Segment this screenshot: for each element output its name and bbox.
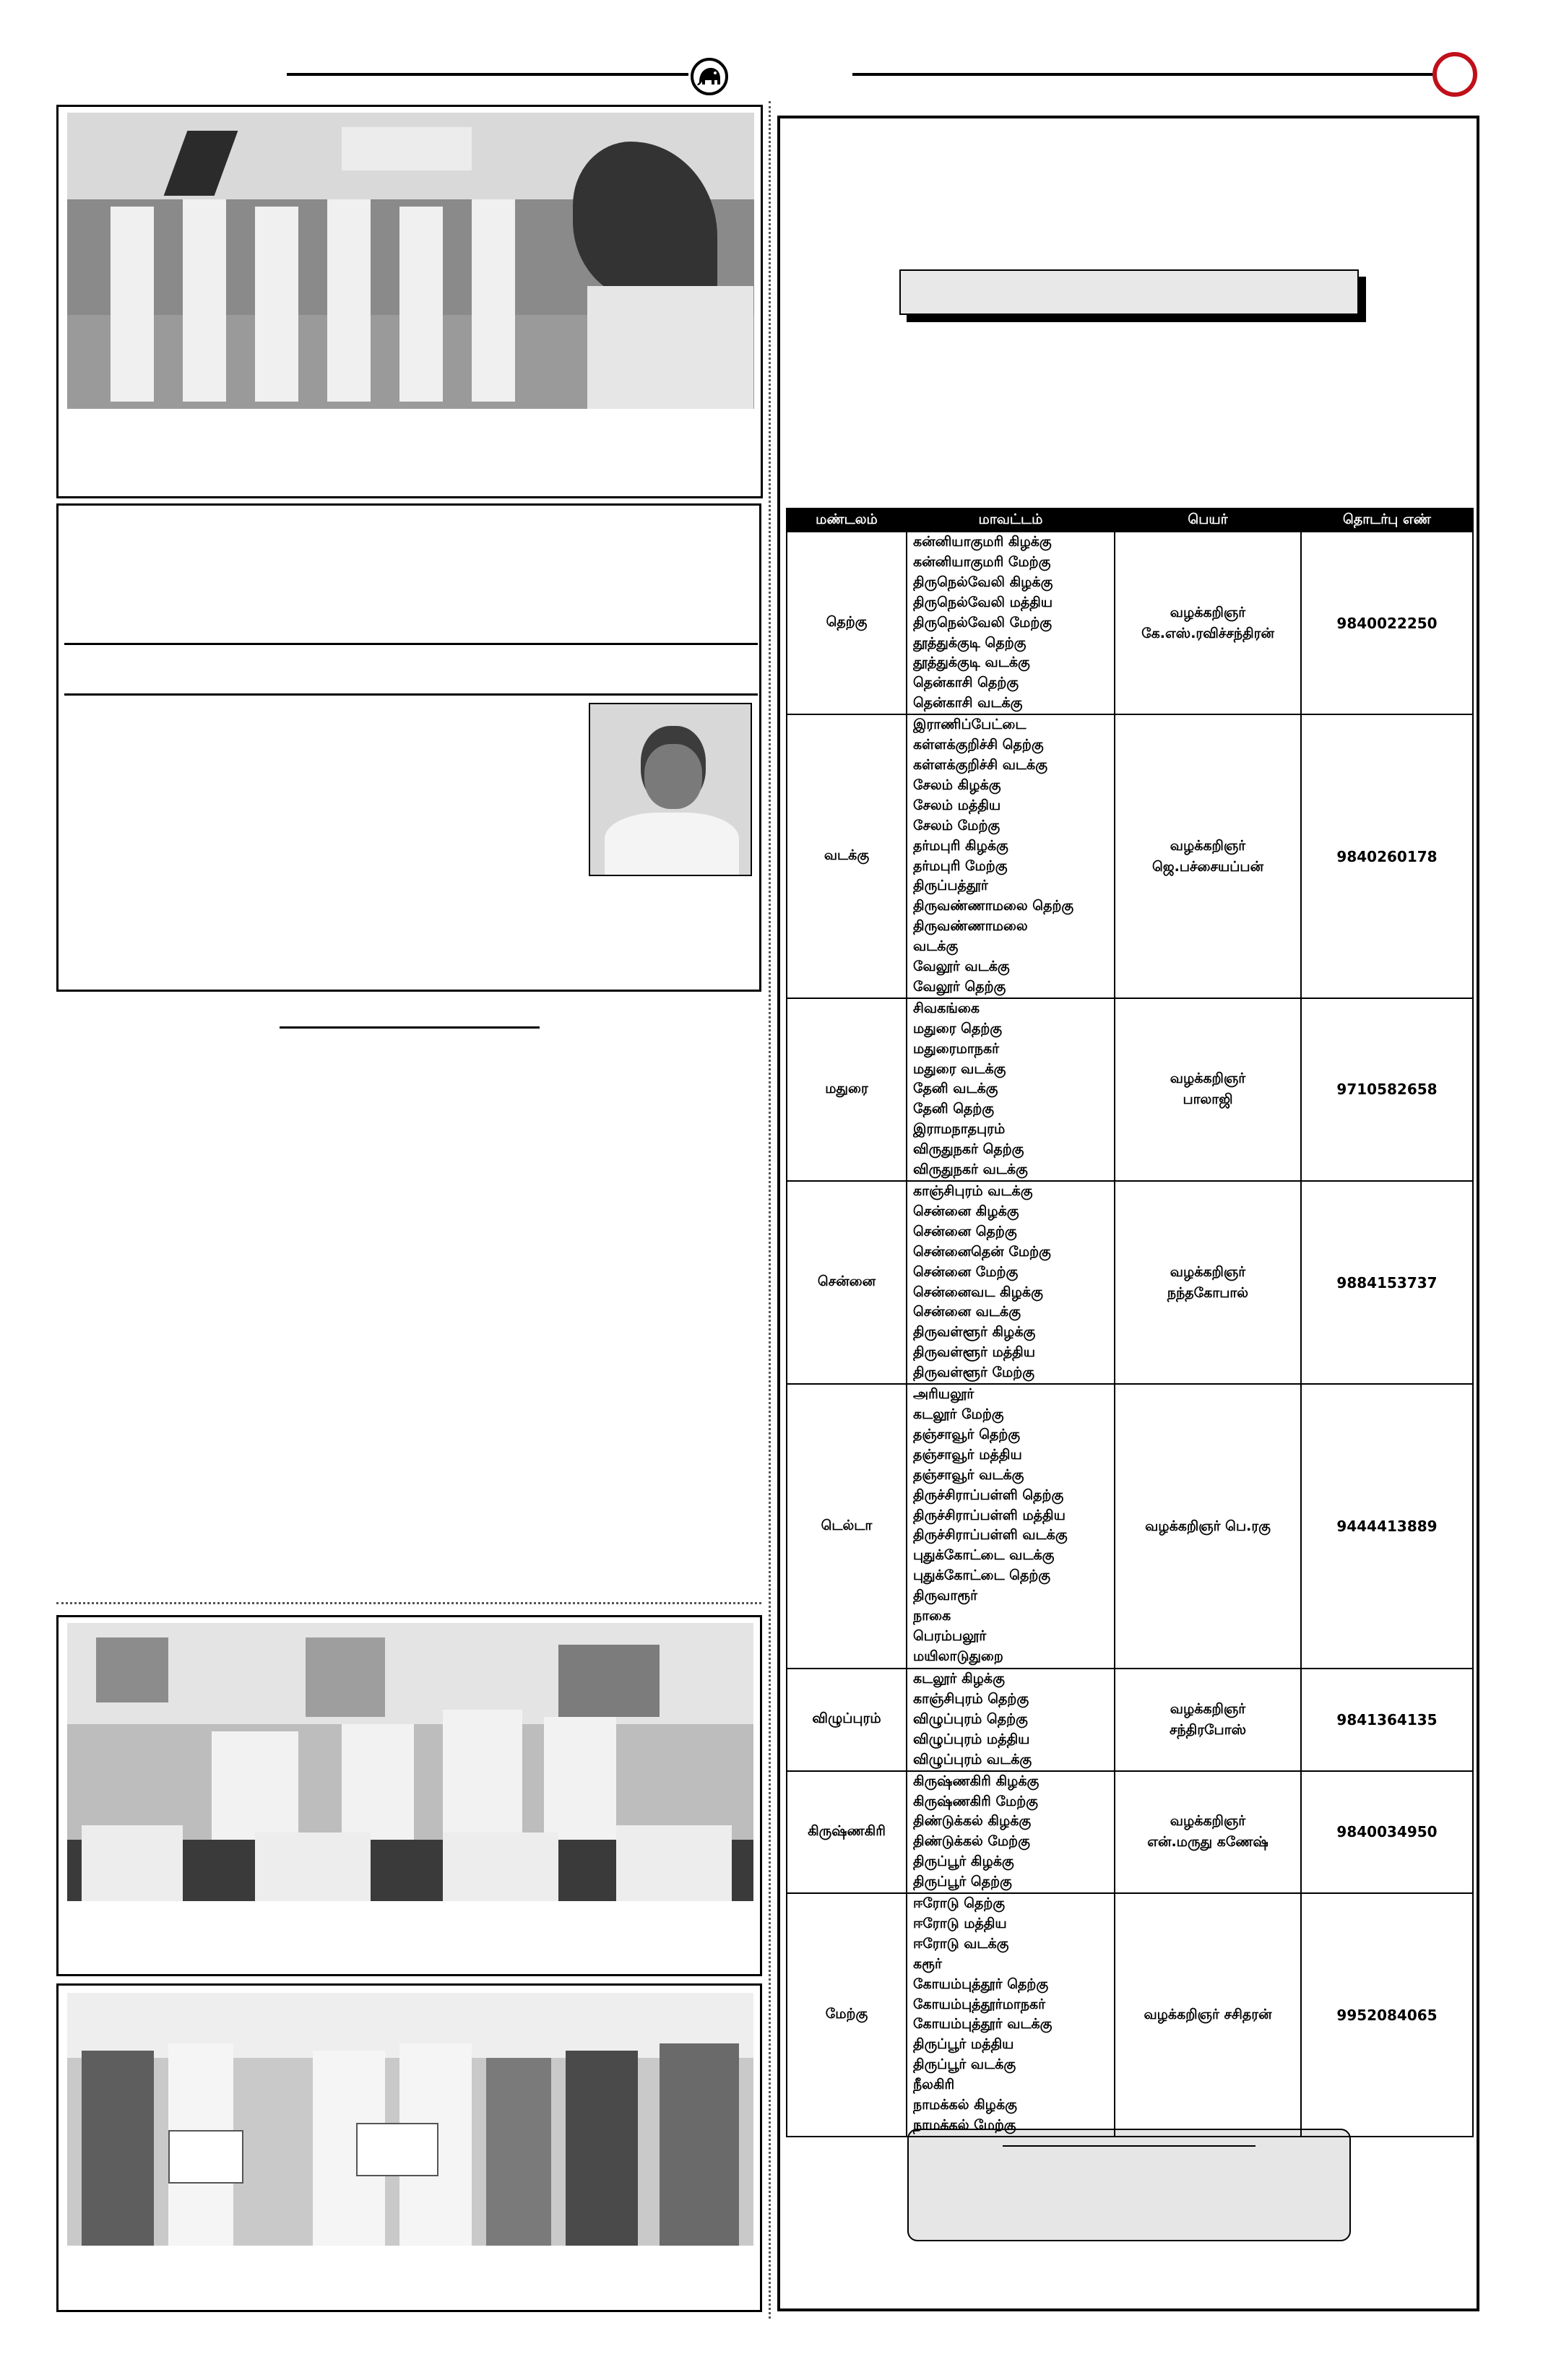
note-box-rule xyxy=(1003,2145,1255,2147)
district-item: திண்டுக்கல் மேற்கு xyxy=(913,1833,1030,1850)
photo-box-4 xyxy=(56,1983,762,2312)
caption-underline xyxy=(280,1026,540,1029)
profile-divider-1 xyxy=(64,643,758,645)
column-separator xyxy=(769,101,771,2319)
district-item: சென்னை மேற்கு xyxy=(913,1263,1019,1280)
photo-box-3 xyxy=(56,1615,762,1976)
district-item: சேலம் மேற்கு xyxy=(913,817,1000,834)
advocate-name: நந்தகோபால் xyxy=(1167,1284,1249,1301)
district-item: திருப்பத்தூர் xyxy=(913,878,988,894)
photo-distribution xyxy=(67,1993,753,2246)
district-item: இராமநாதபுரம் xyxy=(913,1121,1006,1138)
district-item: மதுரை வடக்கு xyxy=(913,1060,1006,1077)
zone-cell: விழுப்புரம் xyxy=(787,1669,907,1771)
district-item: திருநெல்வேலி மத்திய xyxy=(913,594,1053,610)
district-item: தர்மபுரி மேற்கு xyxy=(913,857,1008,874)
table-row xyxy=(787,1384,1473,1669)
district-item: சென்னைதென் மேற்கு xyxy=(913,1243,1051,1260)
header-district: மாவட்டம் xyxy=(907,509,1115,532)
district-item: திருப்பூர் கிழக்கு xyxy=(913,1853,1014,1870)
advocate-name: வழக்கறிஞர் சசிதரன் xyxy=(1144,2007,1272,2023)
district-item: திருவள்ளூர் மேற்கு xyxy=(913,1364,1034,1381)
district-item: தஞ்சாவூர் மத்திய xyxy=(913,1446,1022,1463)
advocate-cell xyxy=(1115,532,1301,714)
header-rule-left xyxy=(287,73,688,76)
district-cell xyxy=(907,1771,1115,1893)
district-item: கிருஷ்ணகிரி மேற்கு xyxy=(913,1793,1038,1809)
district-item: நாகை xyxy=(913,1608,951,1624)
district-item: தேனி தெற்கு xyxy=(913,1101,995,1117)
advocate-name: என்.மருது கணேஷ் xyxy=(1147,1834,1268,1851)
zone-cell: மதுரை xyxy=(787,998,907,1181)
zone-cell: வடக்கு xyxy=(787,714,907,998)
district-item: சென்னை வடக்கு xyxy=(913,1304,1021,1320)
district-item: புதுக்கோட்டை வடக்கு xyxy=(913,1547,1055,1564)
zone-cell: சென்னை xyxy=(787,1181,907,1384)
district-item: திருப்பூர் மத்திய xyxy=(913,2036,1014,2053)
panel-heading-box xyxy=(899,269,1359,315)
district-item: ஈரோடு தெற்கு xyxy=(913,1895,1006,1912)
district-item: வேலூர் வடக்கு xyxy=(913,959,1010,975)
elephant-icon xyxy=(691,58,728,95)
table-header-row xyxy=(787,509,1473,532)
header-zone: மண்டலம் xyxy=(787,509,907,532)
district-item: திண்டுக்கல் கிழக்கு xyxy=(913,1813,1032,1830)
district-item: ஈரோடு மத்திய xyxy=(913,1915,1007,1931)
zone-cell: கிருஷ்ணகிரி xyxy=(787,1771,907,1893)
district-item: தஞ்சாவூர் வடக்கு xyxy=(913,1466,1024,1483)
district-item: திருச்சிராப்பள்ளி தெற்கு xyxy=(913,1487,1064,1503)
profile-divider-2 xyxy=(64,693,758,696)
zone-cell: மேற்கு xyxy=(787,1893,907,2137)
district-item: கோயம்புத்தூர் தெற்கு xyxy=(913,1976,1049,1992)
district-item: தஞ்சாவூர் தெற்கு xyxy=(913,1426,1021,1442)
district-item: தென்காசி வடக்கு xyxy=(913,695,1023,711)
district-item: மதுரை தெற்கு xyxy=(913,1020,1003,1037)
district-item: கடலூர் மேற்கு xyxy=(913,1406,1004,1422)
district-item: காஞ்சிபுரம் வடக்கு xyxy=(913,1183,1033,1199)
district-item: திருப்பூர் வடக்கு xyxy=(913,2056,1016,2073)
table-row xyxy=(787,532,1473,714)
district-item: காஞ்சிபுரம் தெற்கு xyxy=(913,1690,1029,1707)
note-box xyxy=(907,2129,1351,2241)
phone-cell[interactable]: 9952084065 xyxy=(1301,1893,1473,2137)
district-cell xyxy=(907,998,1115,1181)
advocate-cell xyxy=(1115,1893,1301,2137)
advocate-cell xyxy=(1115,1181,1301,1384)
district-item: கடலூர் கிழக்கு xyxy=(913,1671,1005,1687)
district-item: கோயம்புத்தூர்மாநகர் xyxy=(913,1996,1046,2012)
district-item: கன்னியாகுமரி கிழக்கு xyxy=(913,534,1052,550)
zone-cell: தெற்கு xyxy=(787,532,907,714)
phone-cell[interactable]: 9840260178 xyxy=(1301,714,1473,998)
district-item: கரூர் xyxy=(913,1955,942,1972)
phone-cell[interactable]: 9840022250 xyxy=(1301,532,1473,714)
advocate-name: ஜெ.பச்சையப்பன் xyxy=(1151,858,1263,875)
district-item: தென்காசி தெற்கு xyxy=(913,675,1019,691)
phone-cell[interactable]: 9840034950 xyxy=(1301,1771,1473,1893)
zone-cell: டெல்டா xyxy=(787,1384,907,1669)
advocate-name: வழக்கறிஞர் பெ.ரகு xyxy=(1145,1518,1271,1534)
profile-box xyxy=(56,503,761,992)
district-item: தூத்துக்குடி தெற்கு xyxy=(913,634,1026,651)
table-row xyxy=(787,714,1473,998)
phone-cell[interactable]: 9710582658 xyxy=(1301,998,1473,1181)
header-name: பெயர் xyxy=(1115,509,1301,532)
district-item: திருப்பூர் தெற்கு xyxy=(913,1874,1012,1890)
district-cell xyxy=(907,1669,1115,1771)
header-contact: தொடர்பு எண் xyxy=(1301,509,1473,532)
district-item: சேலம் கிழக்கு xyxy=(913,776,1001,793)
district-item: நாமக்கல் கிழக்கு xyxy=(913,2097,1017,2113)
advocate-name: பாலாஜி xyxy=(1183,1091,1233,1108)
phone-cell[interactable]: 9884153737 xyxy=(1301,1181,1473,1384)
district-item: விருதுநகர் வடக்கு xyxy=(913,1161,1028,1178)
advocate-title: வழக்கறிஞர் xyxy=(1170,837,1246,854)
district-item: மயிலாடுதுறை xyxy=(913,1648,1003,1664)
table-row xyxy=(787,1893,1473,2137)
circle-icon xyxy=(1432,52,1477,97)
table-row xyxy=(787,1181,1473,1384)
table-row xyxy=(787,1771,1473,1893)
advocate-title: வழக்கறிஞர் xyxy=(1170,1813,1246,1830)
district-cell xyxy=(907,532,1115,714)
district-item: விருதுநகர் தெற்கு xyxy=(913,1141,1024,1158)
district-item: சென்னை கிழக்கு xyxy=(913,1203,1019,1219)
district-item: தேனி வடக்கு xyxy=(913,1081,998,1097)
district-item: திருவண்ணாமலை xyxy=(913,918,1028,935)
district-item: தூத்துக்குடி வடக்கு xyxy=(913,654,1030,671)
photo-portrait xyxy=(589,703,752,876)
district-item: விழுப்புரம் தெற்கு xyxy=(913,1710,1028,1727)
section-separator xyxy=(56,1602,761,1604)
district-item: வடக்கு xyxy=(913,938,959,955)
district-cell xyxy=(907,714,1115,998)
district-item: திருவள்ளூர் கிழக்கு xyxy=(913,1324,1036,1341)
advocate-cell xyxy=(1115,998,1301,1181)
phone-cell[interactable]: 9841364135 xyxy=(1301,1669,1473,1771)
header-rule-right xyxy=(852,73,1438,76)
district-item: தர்மபுரி கிழக்கு xyxy=(913,837,1008,854)
district-item: நீலகிரி xyxy=(913,2077,955,2093)
phone-cell[interactable]: 9444413889 xyxy=(1301,1384,1473,1669)
district-item: சென்னைவட கிழக்கு xyxy=(913,1284,1043,1300)
district-item: மதுரைமாநகர் xyxy=(913,1040,1000,1057)
district-item: பெரம்பலூர் xyxy=(913,1627,987,1644)
district-item: சேலம் மத்திய xyxy=(913,797,1001,813)
district-item: வேலூர் தெற்கு xyxy=(913,978,1006,995)
advocate-name: கே.எஸ்.ரவிச்சந்திரன் xyxy=(1141,625,1274,641)
district-item: சென்னை தெற்கு xyxy=(913,1223,1017,1239)
advocate-cell xyxy=(1115,1771,1301,1893)
photo-flag-off xyxy=(67,113,754,409)
district-item: திருவண்ணாமலை தெற்கு xyxy=(913,898,1074,914)
advocate-name: சந்திரபோஸ் xyxy=(1169,1721,1247,1738)
district-item: கள்ளக்குறிச்சி வடக்கு xyxy=(913,756,1047,773)
advocate-cell xyxy=(1115,1384,1301,1669)
district-item: திருவாரூர் xyxy=(913,1588,978,1604)
district-item: திருச்சிராப்பள்ளி மத்திய xyxy=(913,1507,1066,1523)
photo-meeting xyxy=(67,1623,753,1901)
district-cell xyxy=(907,1384,1115,1669)
district-item: திருச்சிராப்பள்ளி வடக்கு xyxy=(913,1527,1068,1544)
district-item: கள்ளக்குறிச்சி தெற்கு xyxy=(913,737,1044,753)
district-item: அரியலூர் xyxy=(913,1386,974,1403)
advocate-title: வழக்கறிஞர் xyxy=(1170,604,1246,620)
advocate-title: வழக்கறிஞர் xyxy=(1170,1700,1246,1717)
district-item: ஈரோடு வடக்கு xyxy=(913,1935,1009,1952)
district-item: கோயம்புத்தூர் வடக்கு xyxy=(913,2016,1053,2033)
district-item: நாமக்கல் மேற்கு xyxy=(913,2117,1016,2133)
district-item: கன்னியாகுமரி மேற்கு xyxy=(913,553,1051,570)
advocate-title: வழக்கறிஞர் xyxy=(1170,1070,1246,1087)
district-cell xyxy=(907,1181,1115,1384)
district-item: விழுப்புரம் வடக்கு xyxy=(913,1751,1032,1767)
district-item: திருவள்ளூர் மத்திய xyxy=(913,1344,1036,1361)
district-cell xyxy=(907,1893,1115,2137)
district-item: திருநெல்வேலி மேற்கு xyxy=(913,614,1053,631)
table-row xyxy=(787,1669,1473,1771)
district-item: கிருஷ்ணகிரி கிழக்கு xyxy=(913,1773,1040,1789)
district-item: சிவகங்கை xyxy=(913,1000,980,1016)
district-item: இராணிப்பேட்டை xyxy=(913,717,1026,733)
district-item: புதுக்கோட்டை தெற்கு xyxy=(913,1567,1051,1584)
advocate-cell xyxy=(1115,1669,1301,1771)
directory-table xyxy=(786,508,1474,2137)
table-row xyxy=(787,998,1473,1181)
photo-box-1 xyxy=(56,105,763,498)
advocate-title: வழக்கறிஞர் xyxy=(1170,1263,1246,1280)
district-item: விழுப்புரம் மத்திய xyxy=(913,1731,1030,1747)
district-item: திருநெல்வேலி கிழக்கு xyxy=(913,574,1053,590)
advocate-cell xyxy=(1115,714,1301,998)
